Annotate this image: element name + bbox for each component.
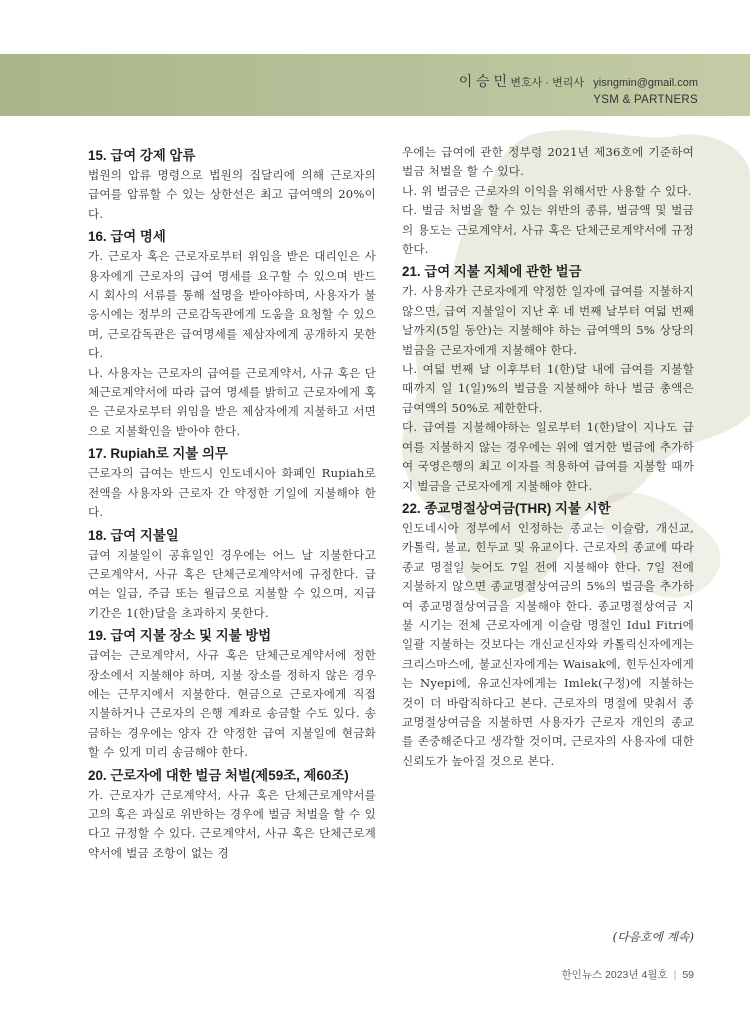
section-heading: 19. 급여 지불 장소 및 지불 방법 [88,628,272,644]
section-heading: 15. 급여 강제 압류 [88,148,196,163]
body-paragraph: 다. 벌금 처벌을 할 수 있는 위반의 종류, 벌금액 및 벌금의 용도는 근로계약서, 사규 혹은 단체근로계약서에 규정한다. [402,203,694,257]
author-email: yisngmin@gmail.com [593,77,698,89]
body-paragraph: 가. 근로자가 근로계약서, 사규 혹은 단체근로계약서를 고의 혹은 과실로 위반하는 경우에 벌금 처벌을 할 수 있다고 규정할 수 있다. 근로계약서, 사규 혹은 단체근로계약서에 벌금 조항이 없는 경 [88,787,376,860]
section-heading: 20. 근로자에 대한 벌금 처벌(제59조, 제60조) [88,767,349,783]
body-paragraph: 가. 사용자가 근로자에게 약정한 일자에 급여를 지불하지 않으면, 급여 지불일이 지난 후 네 번째 날부터 여덟 번째 날까지(5일 동안)는 지불해야 하는 급여액의 5% 상당의 벌금을 근로자에게 지불해야 한다. [402,284,694,357]
author-header [459,74,698,106]
body-paragraph: 급여는 근로계약서, 사규 혹은 단체근로계약서에 정한 장소에서 지불해야 하며, 지불 장소를 정하지 않은 경우에는 근무지에서 지불한다. 현금으로 근로자에게 직접 지불하거나 근로자의 은행 계좌로 송금할 수도 있다. 송금하는 경우에는 양자 간 약정한 급여 지불일에 현금화할 수 있게 미리 송금해야 한다. [88,648,376,760]
body-paragraph: 급여 지불일이 공휴일인 경우에는 어느 날 지불한다고 근로계약서, 사규 혹은 단체근로계약서에 규정한다. 급여는 일급, 주급 또는 월급으로 지불할 수 있으며, 지급 기간은 1(한)달을 초과하지 못한다. [88,547,376,620]
body-paragraph: 나. 사용자는 근로자의 급여를 근로계약서, 사규 혹은 단체근로계약서에 따라 급여 명세를 밝히고 근로자에게 혹은 근로자로부터 위임을 받은 제삼자에게 지불하고 서면으로 지불확인을 받아야 한다. [88,365,376,438]
body-paragraph: 인도네시아 정부에서 인정하는 종교는 이슬람, 개신교, 카톨릭, 불교, 힌두교 및 유교이다. 근로자의 종교에 따라 종교 명절일 늦어도 7일 전에 지불해야 한다. 7일 전에 지불하지 않으면 종교명절상여금의 5%의 벌금을 추가하여 종교명절상여금을 지불해야 한다. 종교명절상여금 지불 시기는 전체 근로자에게 이슬람 명절인 Idul Fitri에 일괄 지불하는 것보다는 개신교신자와 카톨릭신자에게는 크리스마스에, 불교신자에게는 Waisak에, 힌두신자에게는 Nyepi에, 유교신자에게는 Imlek(구정)에 지불하는 것이 더 바람직하다고 본다. 근로자의 명절에 맞춰서 종교명절상여금을 지불하면 사용자가 근로자 개인의 종교를 존중해준다고 생각할 것이며, 근로자의 사용자에 대한 신뢰도가 높아질 것으로 본다. [402,520,694,768]
section-heading: 21. 급여 지불 지체에 관한 벌금 [402,264,582,280]
continued-note: (다음호에 계속) [612,930,694,944]
section-heading: 17. Rupiah로 지불 의무 [88,446,228,462]
section-heading: 18. 급여 지불일 [88,527,179,543]
page-number: 59 [682,969,694,981]
page-footer: 한인뉴스 2023년 4월호 | 59 [561,969,694,981]
publication-name: 한인뉴스 2023년 4월호 [561,969,668,981]
body-paragraph: 법원의 압류 명령으로 법원의 집달리에 의해 근로자의 급여를 압류할 수 있는 상한선은 최고 급여액의 20%이다. [88,168,376,221]
left-column [88,143,376,863]
body-paragraph: 다. 급여를 지불해야하는 일로부터 1(한)달이 지나도 급여를 지불하지 않는 경우에는 위에 열거한 벌금에 추가하여 국영은행의 최고 이자를 적용하여 급여를 지불할 때까지 벌금을 근로자에게 지불해야 한다. [402,420,694,493]
author-title: 변호사 · 변리사 [510,77,584,89]
body-paragraph: 나. 여덟 번째 날 이후부터 1(한)달 내에 급여를 지불할 때까지 일 1(일)%의 벌금을 지불해야 하나 벌금 총액은 급여액의 50%로 제한한다. [402,362,694,415]
body-paragraph: 가. 근로자 혹은 근로자로부터 위임을 받은 대리인은 사용자에게 근로자의 급여 명세를 요구할 수 있으며 반드시 회사의 서류를 통해 설명을 받아야하며, 사용자가 불응시에는 정부의 근로감독관에게 도움을 요청할 수 있으며, 근로감독관은 급여명세를 제삼자에게 공개하지 못한다. [88,249,376,361]
section-heading: 22. 종교명절상여금(THR) 지불 시한 [402,500,611,516]
body-paragraph: 나. 위 벌금은 근로자의 이익을 위해서만 사용할 수 있다. [402,183,692,198]
body-paragraph: 근로자의 급여는 반드시 인도네시아 화폐인 Rupiah로 전액을 사용자와 근로자 간 약정한 기일에 지불해야 한다. [88,466,376,520]
right-column [402,143,694,771]
section-heading: 16. 급여 명세 [88,229,166,245]
firm-name: YSM & PARTNERS [593,94,698,106]
body-paragraph: 우에는 급여에 관한 정부령 2021년 제36호에 기준하여 벌금 처벌을 할 수 있다. [402,145,694,179]
author-name: 이 승 민 [458,73,508,89]
